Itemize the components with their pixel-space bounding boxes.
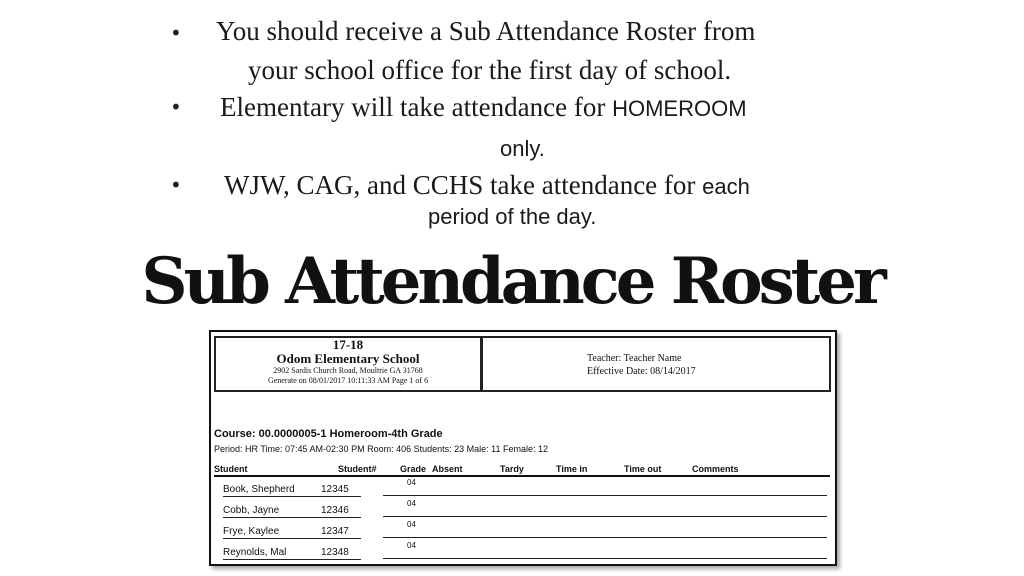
school-address: 2902 Sardis Church Road, Moultrie GA 31768 bbox=[273, 366, 423, 375]
student-number: 12347 bbox=[321, 526, 349, 537]
bullet-marker: • bbox=[170, 95, 182, 119]
effective-date: Effective Date: 08/14/2017 bbox=[587, 366, 696, 377]
student-cell bbox=[223, 505, 361, 518]
row-divider bbox=[383, 558, 827, 559]
student-grade: 04 bbox=[407, 541, 416, 550]
student-number: 12345 bbox=[321, 484, 349, 495]
col-grade: Grade bbox=[400, 464, 427, 474]
student-name: Book, Shepherd bbox=[223, 484, 295, 495]
col-time-in: Time in bbox=[556, 464, 588, 474]
row-divider bbox=[383, 495, 827, 496]
bullet-2-emphasis: HOMEROOM bbox=[612, 96, 747, 121]
student-cell bbox=[223, 547, 361, 560]
bullet-2-line-1 bbox=[220, 92, 747, 123]
bullet-2-line-2: only. bbox=[500, 136, 545, 161]
student-name: Frye, Kaylee bbox=[223, 526, 280, 537]
bullet-3-emphasis: each bbox=[702, 174, 750, 199]
course-title: Course: 00.0000005-1 Homeroom-4th Grade bbox=[214, 428, 443, 440]
table-row bbox=[211, 499, 835, 519]
row-divider bbox=[383, 516, 827, 517]
bullet-1-line-1: You should receive a Sub Attendance Roster from bbox=[216, 16, 756, 46]
student-grade: 04 bbox=[407, 520, 416, 529]
school-header bbox=[214, 336, 482, 392]
page-title: Sub Attendance Roster bbox=[141, 244, 883, 319]
student-name: Reynolds, Mal bbox=[223, 547, 287, 558]
student-number: 12346 bbox=[321, 505, 349, 516]
period-info: Period: HR Time: 07:45 AM-02:30 PM Room: 406 Students: 23 Male: 11 Female: 12 bbox=[214, 444, 549, 454]
bullet-3-line-1 bbox=[224, 170, 750, 201]
generated-info: Generate on 08/01/2017 10:11:33 AM Page 1 of 6 bbox=[267, 376, 429, 385]
bullet-1-line-2: your school office for the first day of school. bbox=[248, 55, 732, 85]
col-absent: Absent bbox=[432, 464, 463, 474]
col-tardy: Tardy bbox=[500, 464, 524, 474]
student-cell bbox=[223, 484, 361, 497]
school-name: Odom Elementary School bbox=[276, 351, 420, 366]
column-headers bbox=[214, 464, 830, 477]
bullet-3-text: WJW, CAG, and CCHS take attendance for bbox=[224, 170, 703, 200]
bullet-marker: • bbox=[170, 21, 182, 45]
col-student: Student bbox=[214, 464, 248, 474]
school-year: 17-18 bbox=[332, 337, 364, 352]
bullet-marker: • bbox=[170, 173, 182, 197]
bullet-2-text: Elementary will take attendance for bbox=[220, 92, 613, 122]
col-comments: Comments bbox=[692, 464, 739, 474]
row-divider bbox=[383, 537, 827, 538]
teacher-header bbox=[481, 336, 831, 392]
table-row bbox=[211, 478, 835, 498]
roster-document bbox=[209, 330, 837, 566]
col-student-number: Student# bbox=[338, 464, 377, 474]
teacher-name: Teacher: Teacher Name bbox=[587, 353, 682, 364]
bullet-3-line-2: period of the day. bbox=[428, 204, 597, 229]
student-grade: 04 bbox=[407, 499, 416, 508]
table-row bbox=[211, 541, 835, 561]
teacher-info bbox=[587, 352, 696, 378]
student-number: 12348 bbox=[321, 547, 349, 558]
student-grade: 04 bbox=[407, 478, 416, 487]
student-cell bbox=[223, 526, 361, 539]
student-name: Cobb, Jayne bbox=[223, 505, 280, 516]
table-row bbox=[211, 520, 835, 540]
col-time-out: Time out bbox=[624, 464, 662, 474]
